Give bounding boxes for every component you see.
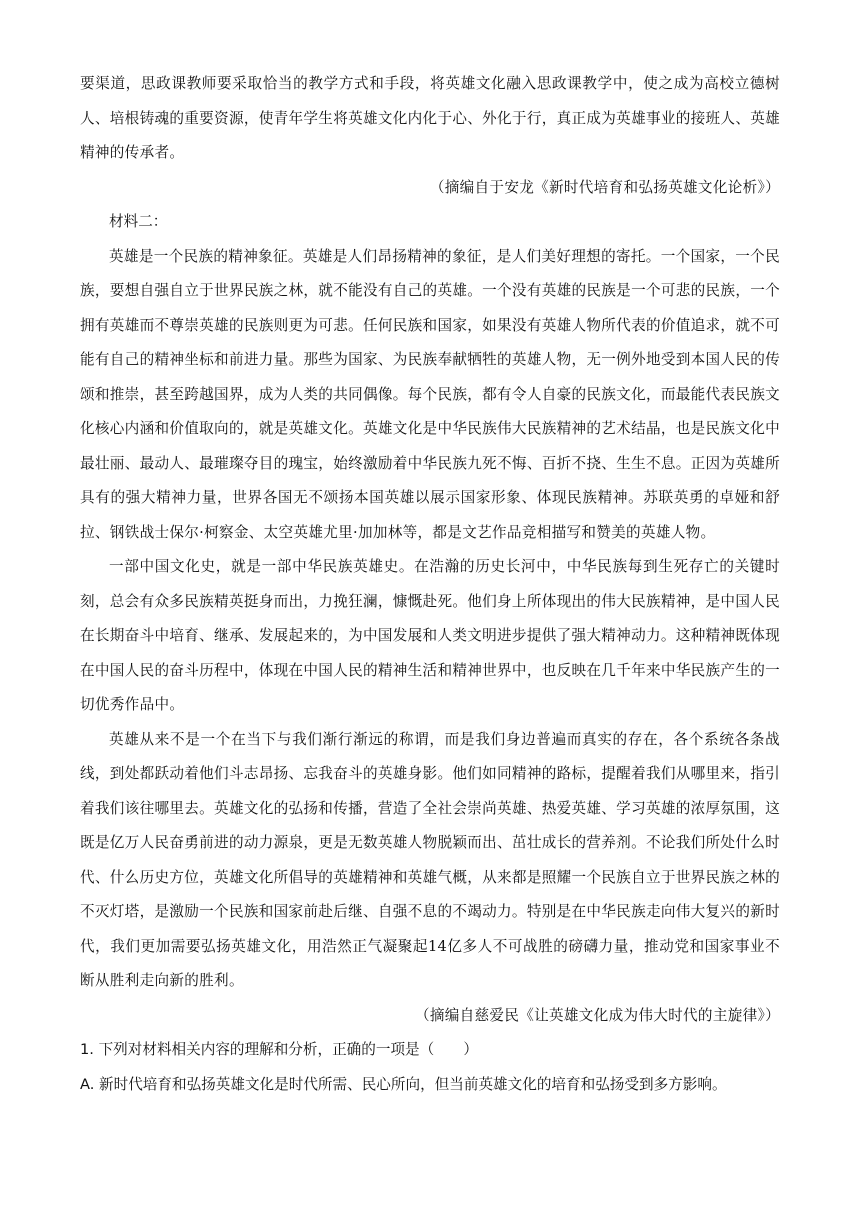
question-option-a: A. 新时代培育和弘扬英雄文化是时代所需、民心所向，但当前英雄文化的培育和弘扬受到多方影响。 — [80, 1075, 727, 1093]
material-two-paragraph-1: 英雄是一个民族的精神象征。英雄是人们昂扬精神的象征，是人们美好理想的寄托。一个国家，一个民族，要想自强自立于世界民族之林，就不能没有自己的英雄。一个没有英雄的民族是一个可悲的民族，一个拥有英雄而不尊崇英雄的民族则更为可悲。任何民族和国家，如果没有英雄人物所代表的价值追求，就不可能有自己的精神坐标和前进力量。那些为国家、为民族奉献牺牲的英雄人物，无一例外地受到本国人民的传颂和推崇，甚至跨越国界，成为人类的共同偶像。每个民族，都有令人自豪的民族文化，而最能代表民族文化核心内涵和价值取向的，就是英雄文化。英雄文化是中华民族伟大民族精神的艺术结晶，也是民族文化中最壮丽、最动人、最璀璨夺目的瑰宝，始终激励着中华民族九死不悔、百折不挠、生生不息。正因为英雄所具有的强大精神力量，世界各国无不颂扬本国英雄以展示国家形象、体现民族精神。苏联英勇的卓娅和舒拉、钢铁战士保尔·柯察金、太空英雄尤里·加加林等，都是文艺作品竞相描写和赞美的英雄人物。 — [80, 247, 781, 541]
document-page — [80, 67, 780, 1102]
material-two-heading: 材料二： — [109, 213, 168, 230]
material-two-paragraph-3: 英雄从来不是一个在当下与我们渐行渐远的称谓，而是我们身边普遍而真实的存在，各个系统各条战线，到处都跃动着他们斗志昂扬、忘我奋斗的英雄身影。他们如同精神的路标，提醒着我们从哪里来，指引着我们该往哪里去。英雄文化的弘扬和传播，营造了全社会崇尚英雄、热爱英雄、学习英雄的浓厚氛围，这既是亿万人民奋勇前进的动力源泉，更是无数英雄人物脱颖而出、茁壮成长的营养剂。不论我们所处什么时代、什么历史方位，英雄文化所倡导的英雄精神和英雄气概，从来都是照耀一个民族自立于世界民族之林的不灭灯塔，是激励一个民族和国家前赴后继、自强不息的不竭动力。特别是在中华民族走向伟大复兴的新时代，我们更加需要弘扬英雄文化，用浩然正气凝聚起14亿多人不可战胜的磅礴力量，推动党和国家事业不断从胜利走向新的胜利。 — [80, 730, 781, 989]
material-one-source: （摘编自于安龙《新时代培育和弘扬英雄文化论析》） — [429, 178, 780, 196]
material-two-source: （摘编自慈爱民《让英雄文化成为伟大时代的主旋律》） — [414, 1006, 780, 1024]
material-one-ending-paragraph: 要渠道，思政课教师要采取恰当的教学方式和手段，将英雄文化融入思政课教学中，使之成为高校立德树人、培根铸魂的重要资源，使青年学生将英雄文化内化于心、外化于行，真正成为英雄事业的接班人、英雄精神的传承者。 — [80, 75, 781, 161]
material-two-paragraph-2: 一部中国文化史，就是一部中华民族英雄史。在浩瀚的历史长河中，中华民族每到生死存亡的关键时刻，总会有众多民族精英挺身而出，力挽狂澜，慷慨赴死。他们身上所体现出的伟大民族精神，是中国人民在长期奋斗中培育、继承、发展起来的，为中国发展和人类文明进步提供了强大精神动力。这种精神既体现在中国人民的奋斗历程中，体现在中国人民的精神生活和精神世界中，也反映在几千年来中华民族产生的一切优秀作品中。 — [80, 558, 781, 713]
question-stem: 1. 下列对材料相关内容的理解和分析，正确的一项是（ ） — [80, 1041, 479, 1058]
